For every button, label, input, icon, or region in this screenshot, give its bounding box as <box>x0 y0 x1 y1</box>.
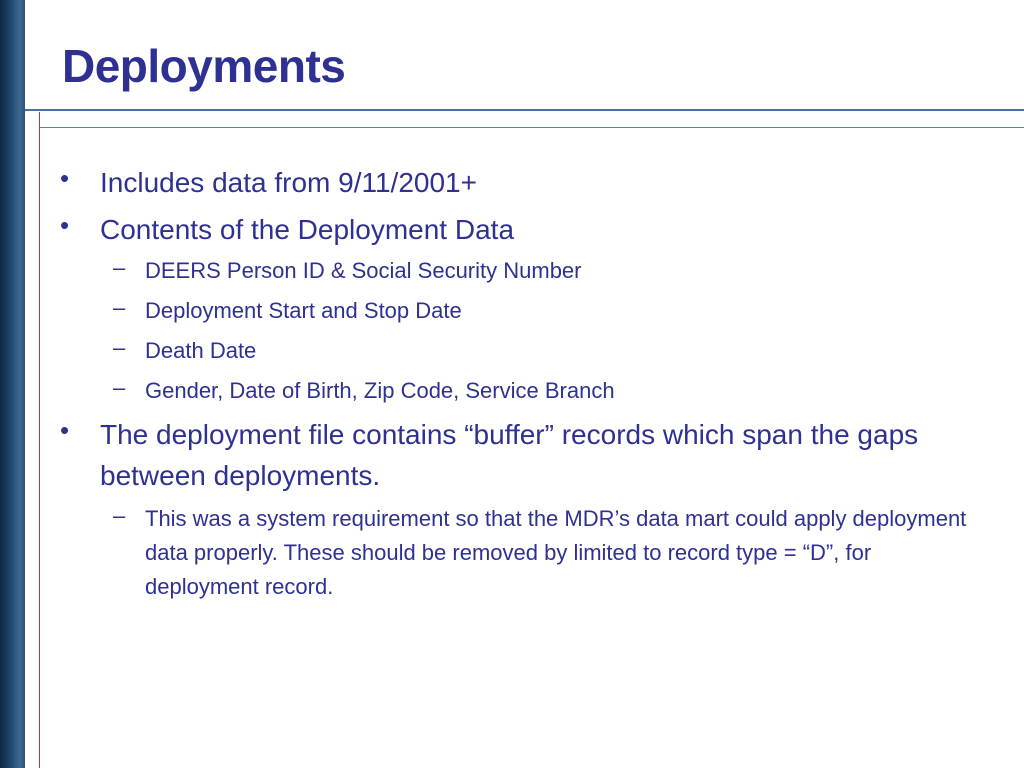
left-accent-bar <box>0 0 25 768</box>
vertical-accent-line <box>39 112 40 768</box>
dash-icon: – <box>113 503 126 528</box>
bullet-text: Contents of the Deployment Data <box>100 214 515 245</box>
sub-bullet-item <box>60 294 970 328</box>
bullet-text: The deployment file contains “buffer” records which span the gaps between deployments. <box>100 419 919 491</box>
bullet-icon: • <box>60 210 70 240</box>
dash-icon: – <box>113 335 126 360</box>
bullet-item <box>60 209 970 250</box>
title-divider-bottom <box>40 127 1024 128</box>
bullet-item <box>60 162 970 203</box>
slide-body <box>60 162 970 610</box>
dash-icon: – <box>113 255 126 280</box>
bullet-icon: • <box>60 415 70 445</box>
slide-title: Deployments <box>62 40 346 92</box>
dash-icon: – <box>113 375 126 400</box>
bullet-icon: • <box>60 163 70 193</box>
sub-bullet-text: This was a system requirement so that the MDR’s data mart could apply deployment data properly. These should be removed by limited to record type = “D”, for deployment record. <box>145 506 967 599</box>
dash-icon: – <box>113 295 126 320</box>
bullet-item <box>60 414 970 496</box>
sub-bullet-text: Gender, Date of Birth, Zip Code, Service Branch <box>145 378 615 403</box>
sub-bullet-item <box>60 334 970 368</box>
title-divider-top <box>25 109 1024 111</box>
sub-bullet-item <box>60 502 970 604</box>
bullet-text: Includes data from 9/11/2001+ <box>100 167 477 198</box>
sub-bullet-text: Deployment Start and Stop Date <box>145 298 462 323</box>
sub-bullet-text: Death Date <box>145 338 257 363</box>
sub-bullet-item <box>60 254 970 288</box>
sub-bullet-text: DEERS Person ID & Social Security Number <box>145 258 582 283</box>
sub-bullet-item <box>60 374 970 408</box>
